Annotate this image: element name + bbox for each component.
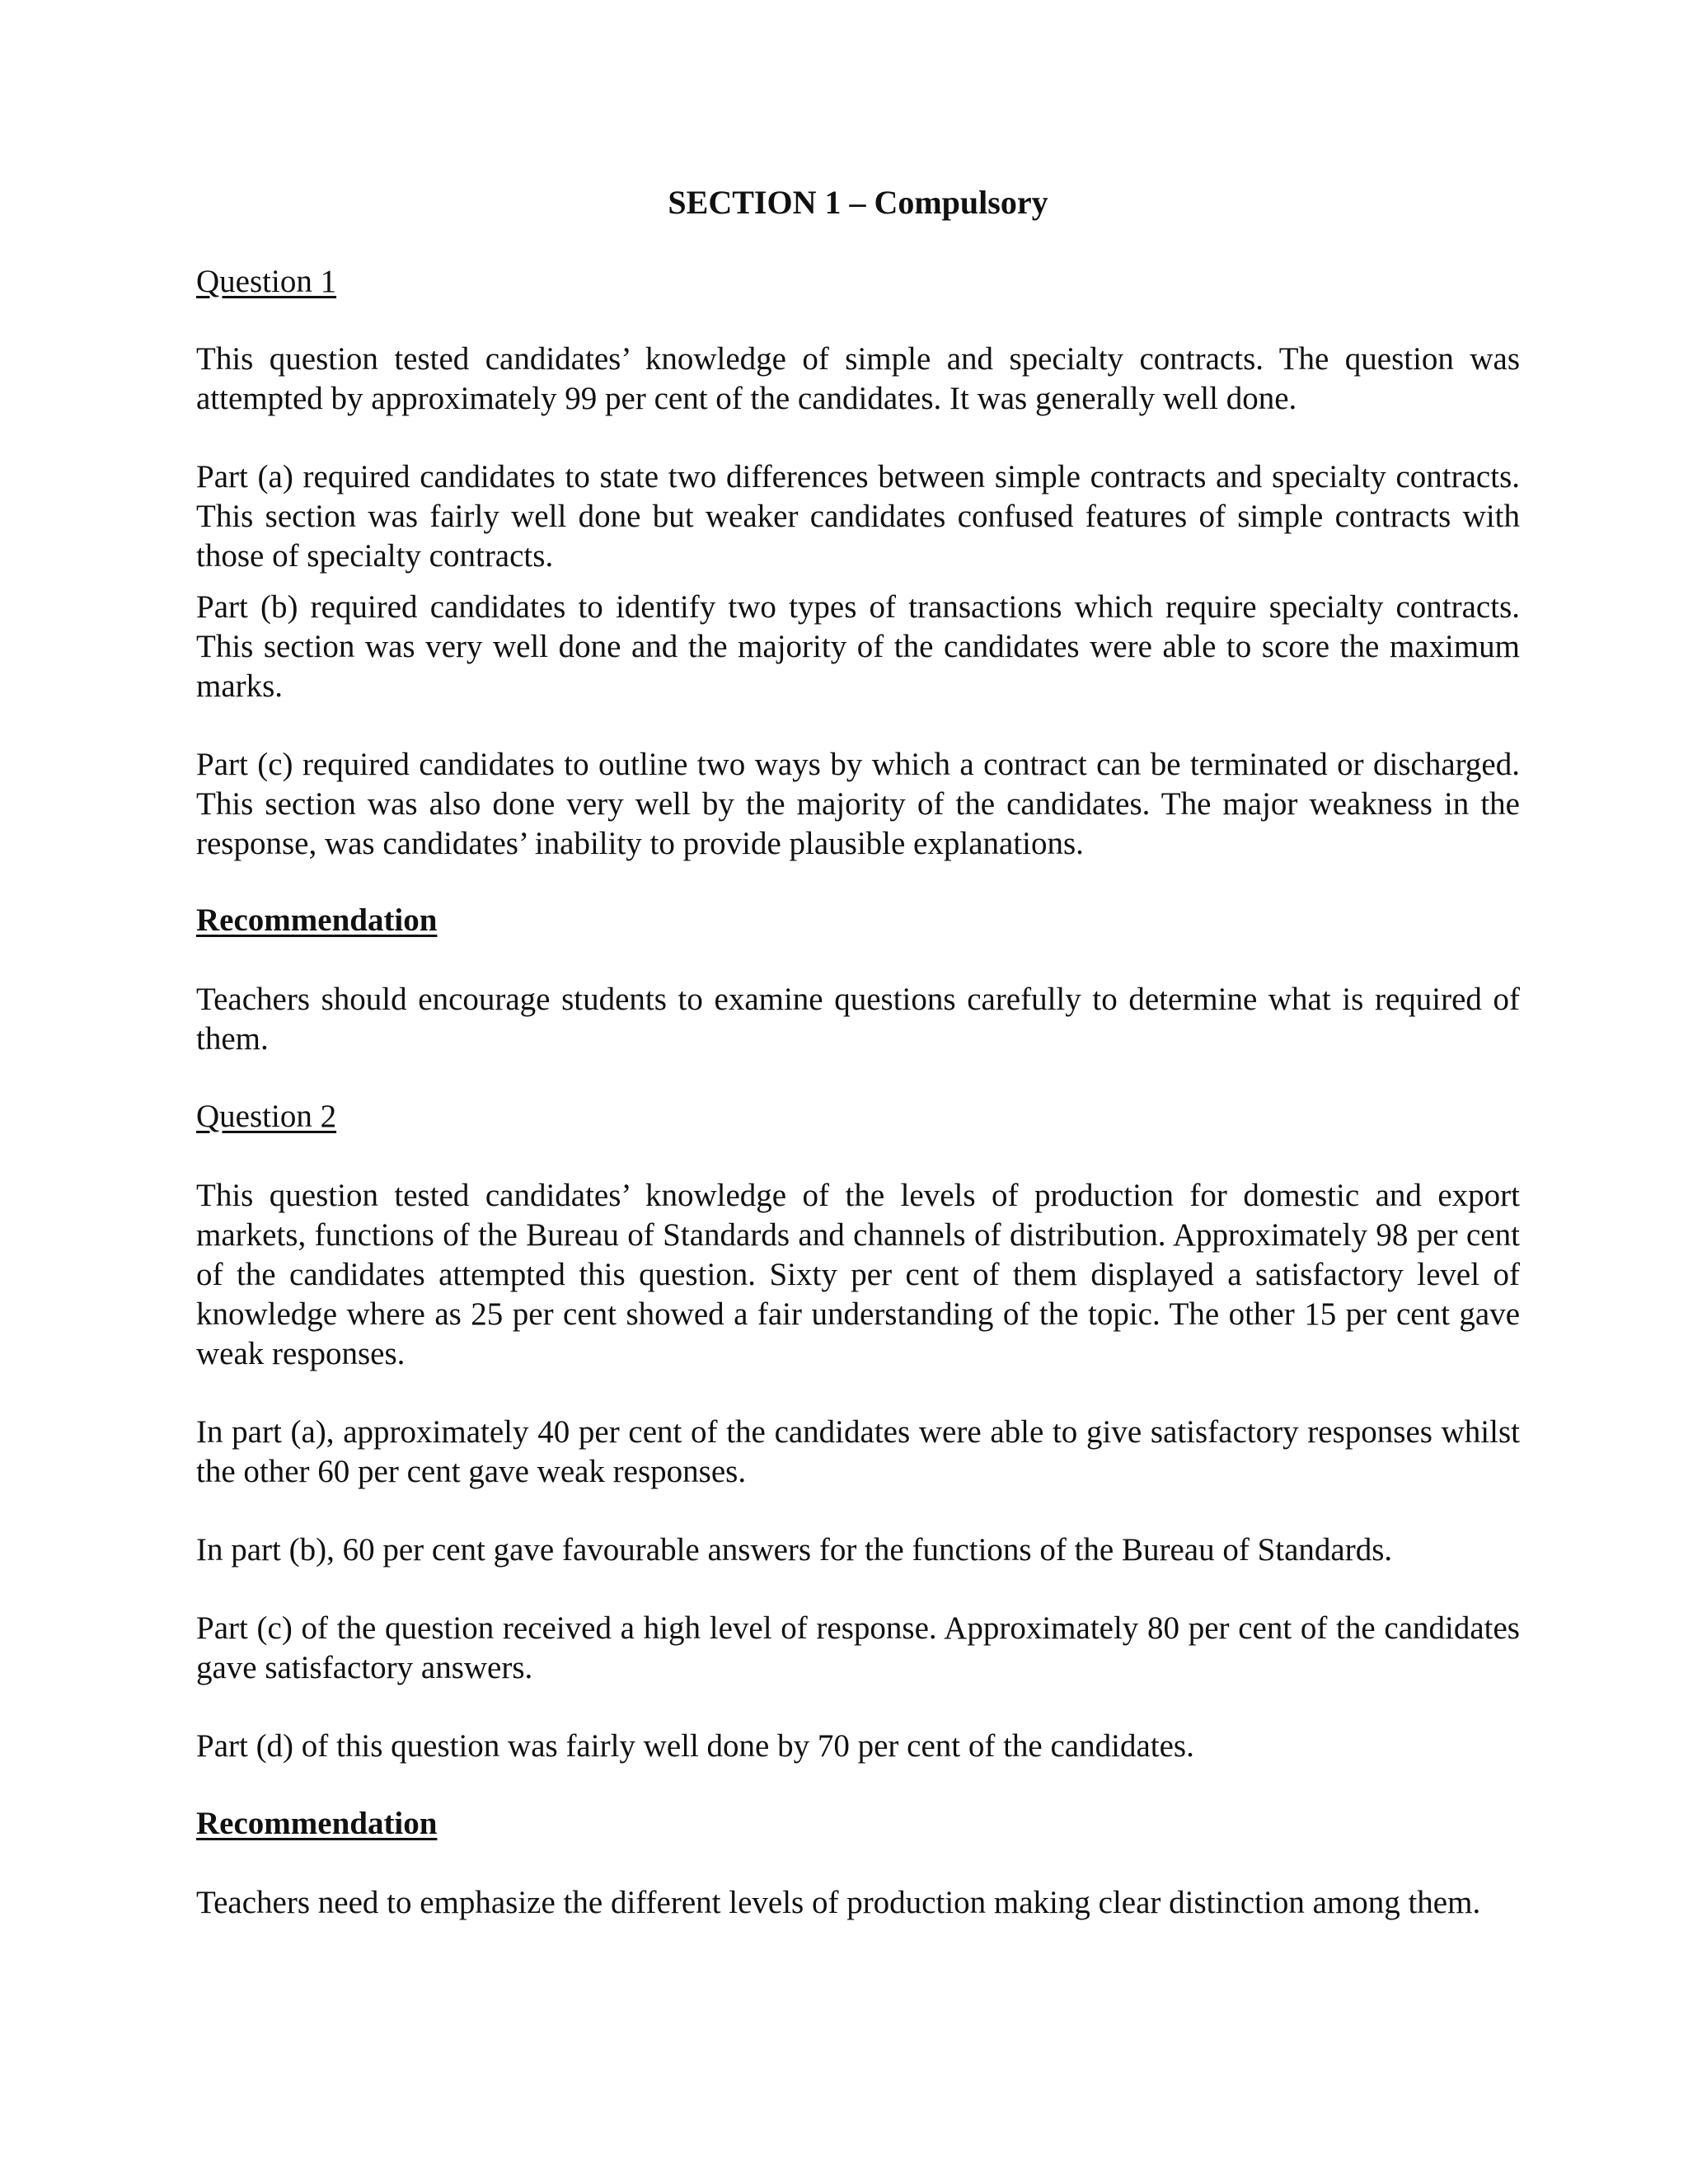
question-2-part-a: In part (a), approximately 40 per cent of the candidates were able to give satisfactory responses whilst the other 60 per cent gave weak responses. <box>196 1414 1520 1489</box>
section-title: SECTION 1 – Compulsory <box>668 184 1048 221</box>
question-1-part-a: Part (a) required candidates to state two differences between simple contracts and specialty contracts. This section was fairly well done but weaker candidates confused features of simple contracts with those of specialty contracts. <box>196 459 1520 574</box>
question-2-intro: This question tested candidates’ knowledge of the levels of production for domestic and export markets, functions of the Bureau of Standards and channels of distribution. Approximately 98 per cent of the candidates attempted this question. Sixty per cent of them displayed a satisfactory level of knowledge where as 25 per cent showed a fair understanding of the topic. The other 15 per cent gave weak responses. <box>196 1178 1520 1371</box>
question-2-recommendation-heading: Recommendation <box>196 1806 438 1841</box>
question-2-part-d: Part (d) of this question was fairly well done by 70 per cent of the candidates. <box>196 1728 1194 1764</box>
question-2-part-c: Part (c) of the question received a high level of response. Approximately 80 per cent of the candidates gave satisfactory answers. <box>196 1610 1520 1685</box>
question-1-heading: Question 1 <box>196 264 337 299</box>
question-2-recommendation: Teachers need to emphasize the different levels of production making clear distinction among them. <box>196 1885 1481 1920</box>
question-1-intro: This question tested candidates’ knowledge of simple and specialty contracts. The question was attempted by approximately 99 per cent of the candidates. It was generally well done. <box>196 341 1520 416</box>
question-1-recommendation-heading: Recommendation <box>196 902 438 938</box>
question-1-recommendation: Teachers should encourage students to examine questions carefully to determine what is required of them. <box>196 982 1520 1057</box>
question-2-part-b: In part (b), 60 per cent gave favourable answers for the functions of the Bureau of Standards. <box>196 1532 1393 1568</box>
question-1-part-c: Part (c) required candidates to outline two ways by which a contract can be terminated or discharged. This section was also done very well by the majority of the candidates. The major weakness in the response, was candidates’ inability to provide plausible explanations. <box>196 747 1520 861</box>
question-2-heading: Question 2 <box>196 1099 337 1134</box>
question-1-part-b: Part (b) required candidates to identify two types of transactions which require specialty contracts. This section was very well done and the majority of the candidates were able to score the maximum marks. <box>196 589 1520 704</box>
